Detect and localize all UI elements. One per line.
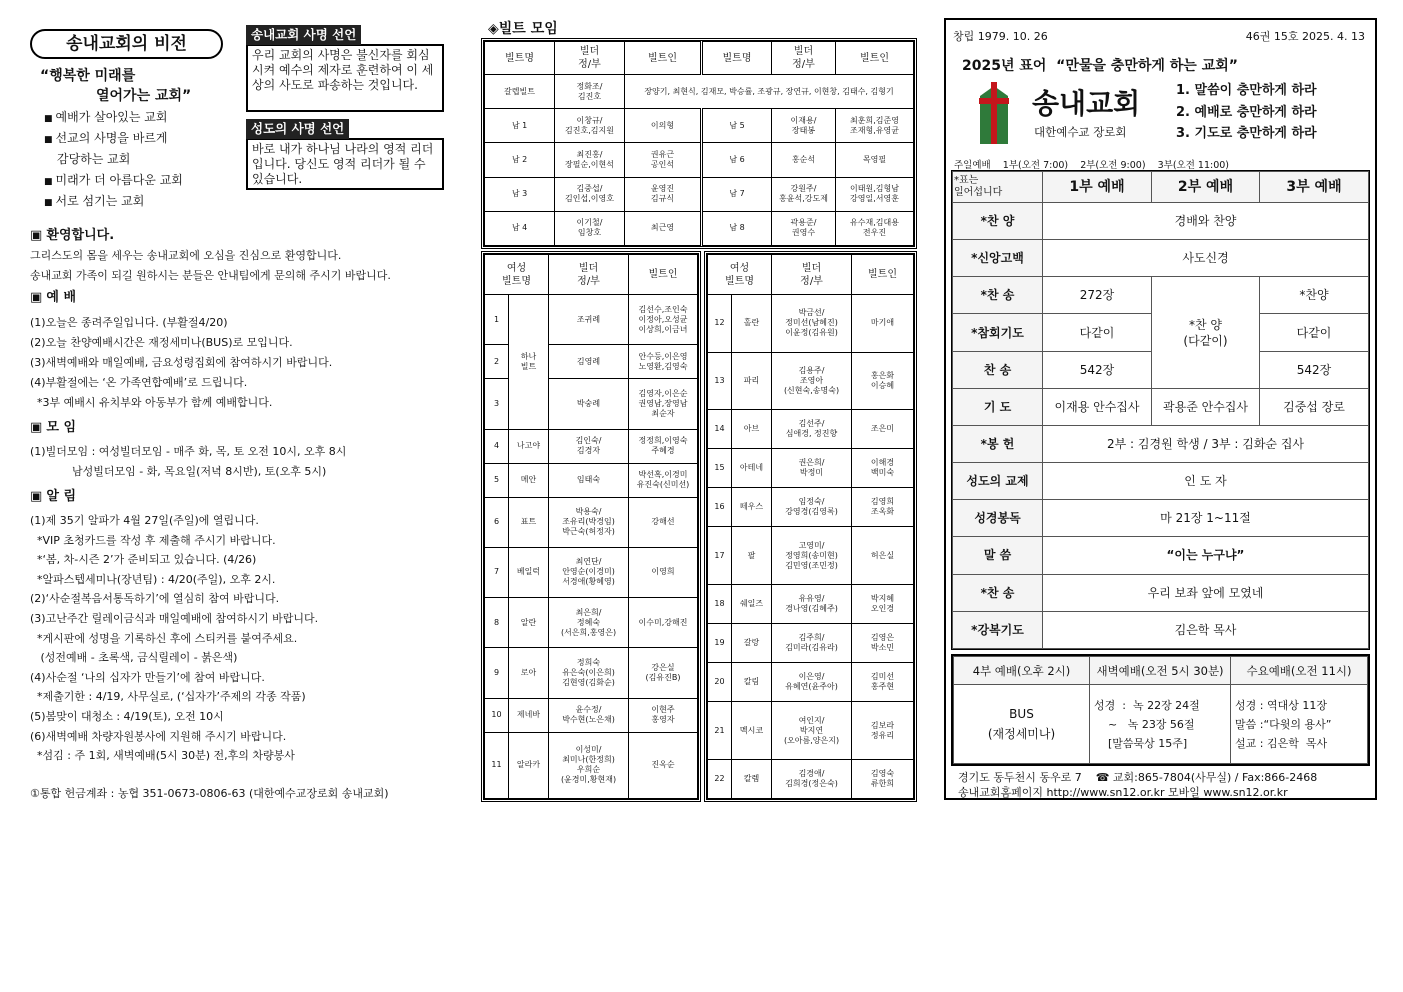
cell: 이재용 안수집사	[1043, 388, 1152, 425]
col-header: 빌트인	[629, 255, 698, 295]
vision-motto	[40, 66, 191, 106]
table-row	[953, 463, 1369, 500]
table-row	[708, 663, 914, 702]
welcome-heading: ▣ 환영합니다.	[30, 226, 460, 246]
cell: 우리 보좌 앞에 모였네	[1043, 574, 1369, 611]
cell: 남 6	[702, 143, 772, 177]
cell: 김인숙/ 김경자	[549, 429, 629, 463]
cell: 경배와 찬양	[1043, 203, 1369, 240]
cell: 홀란	[732, 295, 772, 353]
saint-title: 성도의 사명 선언	[246, 119, 349, 139]
notice-line: (성전예배 - 초록색, 금식릴레이 - 붉은색)	[30, 651, 238, 665]
cell: 아테네	[732, 449, 772, 488]
cell: 542장	[1043, 351, 1152, 388]
cell: 여인지/ 박지연 (오아름,양은지)	[772, 702, 852, 760]
notice-heading: ▣ 알 림	[30, 487, 460, 507]
row-label: *봉 헌	[953, 425, 1043, 462]
cell: 성경 : 역대상 11장 말씀 :“다윗의 용사” 설교 : 김은학 목사	[1231, 685, 1368, 764]
cell: 7	[485, 547, 509, 597]
mission-text: 우리 교회의 사명은 불신자를 회심시켜 예수의 제자로 훈련하여 이 세상의 사도로 파송하는 것입니다.	[246, 45, 444, 112]
cell: 김주희/ 김미라(김유라)	[772, 624, 852, 663]
cell: 김은학 목사	[1043, 611, 1369, 648]
church-name: 송내교회	[1032, 87, 1141, 120]
cell: 이현주 홍영자	[629, 698, 698, 732]
cell: 박지혜 오인경	[852, 585, 914, 624]
table-row	[953, 240, 1369, 277]
cell: 최진홍/ 장필순,이현석	[555, 143, 625, 177]
cell: 다같이	[1260, 314, 1369, 351]
cell: 542장	[1260, 351, 1369, 388]
service-times: 주일예배 1부(오전 7:00) 2부(오전 9:00) 3부(오전 11:00)	[954, 160, 1230, 171]
col-header: 2부 예배	[1152, 172, 1260, 203]
cell: 3	[485, 379, 509, 429]
col-header: 4부 예배(오후 2시)	[954, 657, 1090, 685]
notice-line: *섬김 : 주 1회, 새벽예배(5시 30분) 전,후의 차량봉사	[30, 749, 295, 763]
cell: 남 8	[702, 211, 772, 245]
row-label: 찬 송	[953, 351, 1043, 388]
row-label: 기 도	[953, 388, 1043, 425]
table-row	[485, 295, 698, 345]
welcome-line: 송내교회 가족이 되길 원하시는 분들은 안내팀에게 문의해 주시기 바랍니다.	[30, 269, 391, 282]
row-label: 성경봉독	[953, 500, 1043, 537]
cell: 1	[485, 295, 509, 345]
table-row	[485, 429, 698, 463]
cell: 진옥순	[629, 732, 698, 798]
notice-line: (4)사순절 ‘나의 십자가 만들기’에 참여 바랍니다.	[30, 670, 265, 684]
cell: 김중섭 장로	[1260, 388, 1369, 425]
cell: 강해선	[629, 497, 698, 547]
vision-item: ■ 예배가 살아있는 교회	[44, 108, 183, 129]
worship-line: (3)새벽예배와 매일예배, 금요성령집회에 참여하시기 바랍니다.	[30, 356, 333, 369]
col-header: 빌트명	[485, 42, 555, 75]
col-header: 수요예배(오전 11시)	[1231, 657, 1368, 685]
cell: 15	[708, 449, 732, 488]
cell: 11	[485, 732, 509, 798]
col-header: 1부 예배	[1043, 172, 1152, 203]
row-label: *신앙고백	[953, 240, 1043, 277]
cell: 갈렙빌트	[485, 75, 555, 109]
cell: 4	[485, 429, 509, 463]
motto-line-2: 열어가는 교회”	[96, 88, 192, 104]
table-row	[708, 759, 914, 798]
order-of-service	[951, 170, 1370, 650]
cell: 김영례	[549, 345, 629, 379]
cell: 김용주/ 조영아 (신현숙,송명숙)	[772, 352, 852, 410]
cell: 10	[485, 698, 509, 732]
cell: *찬양	[1260, 277, 1369, 314]
cell: 272장	[1043, 277, 1152, 314]
cell: 이재용/ 장태봉	[772, 109, 836, 143]
col-header: 3부 예배	[1260, 172, 1369, 203]
cell: 이창규/ 김진호,김지원	[555, 109, 625, 143]
cell: 8	[485, 598, 509, 648]
founded-date: 창립 1979. 10. 26	[953, 30, 1048, 43]
cell: 이영희	[629, 547, 698, 597]
stand-note: *표는 일어섭니다	[953, 172, 1043, 203]
table-row	[485, 177, 914, 211]
cell: 최은희/ 정혜숙 (서은희,홍영은)	[549, 598, 629, 648]
table-row	[708, 527, 914, 585]
cell: 인 도 자	[1043, 463, 1369, 500]
cell: 이은영/ 유혜연(윤주아)	[772, 663, 852, 702]
table-row	[954, 685, 1368, 764]
table-row	[708, 295, 914, 353]
table-row	[485, 463, 698, 497]
saint-section	[246, 119, 444, 190]
meeting-heading: ▣ 모 임	[30, 418, 460, 438]
cell: 마 21장 1~11절	[1043, 500, 1369, 537]
cell: 떼우스	[732, 488, 772, 527]
table-row	[485, 109, 914, 143]
cell: 남 5	[702, 109, 772, 143]
table-row	[953, 388, 1369, 425]
table-row	[485, 547, 698, 597]
cell: 아브	[732, 410, 772, 449]
notice-line: (5)봄맞이 대청소 : 4/19(토), 오전 10시	[30, 709, 224, 723]
cell: 메안	[509, 463, 549, 497]
col-header: 빌트인	[625, 42, 702, 75]
row-label: *찬 송	[953, 277, 1043, 314]
cell: 윤수정/ 박수현(노은채)	[549, 698, 629, 732]
table-row	[708, 702, 914, 760]
cell: 9	[485, 648, 509, 698]
notice-line: (6)새벽예배 차량자원봉사에 지원해 주시기 바랍니다.	[30, 729, 287, 743]
cell: 이태원,김형남 강영일,서영훈	[836, 177, 914, 211]
cell: 박용숙/ 조유리(박경임) 박근숙(허정자)	[549, 497, 629, 547]
row-label: *찬 송	[953, 574, 1043, 611]
cell: 정화조/ 김진호	[555, 75, 625, 109]
cell: 알라카	[509, 732, 549, 798]
notice-line: (2)‘사순절복음서통독하기’에 열심히 참여 바랍니다.	[30, 592, 280, 606]
welcome-section	[30, 226, 460, 286]
cell: 14	[708, 410, 732, 449]
cell: 고영미/ 정영희(송미현) 김민영(조민정)	[772, 527, 852, 585]
offering-account: ①통합 헌금계좌 : 농협 351-0673-0806-63 (대한예수교장로회 송내교회)	[30, 786, 389, 800]
cell: 강원주/ 홍윤석,강도제	[772, 177, 836, 211]
cell: 김영희 조옥화	[852, 488, 914, 527]
cell: 목영필	[836, 143, 914, 177]
goal-item: 1. 말씀이 충만하게 하라	[1176, 83, 1317, 98]
cell: 마기애	[852, 295, 914, 353]
notice-line: *‘봄, 차-시즌 2’가 준비되고 있습니다. (4/26)	[30, 553, 257, 567]
notice-line: *제출기한 : 4/19, 사무실로, (‘십자가’주제의 각종 작품)	[30, 690, 306, 704]
cell: 김보라 정유리	[852, 702, 914, 760]
cell: 최연단/ 안영순(이경미) 서경애(황혜영)	[549, 547, 629, 597]
cell: 이성미/ 최미나(한정희) 우희순 (윤경미,황현재)	[549, 732, 629, 798]
col-header: 여성 빌트명	[485, 255, 549, 295]
vision-item: 감당하는 교회	[57, 152, 131, 166]
meeting-line: (1)빌더모임 : 여성빌더모임 - 매주 화, 목, 토 오전 10시, 오후 8시	[30, 445, 347, 458]
cell: 강은실 (김유진B)	[629, 648, 698, 698]
meeting-section	[30, 418, 460, 482]
cell: 2	[485, 345, 509, 379]
goal-item: 3. 기도로 충만하게 하라	[1176, 126, 1317, 141]
issue-date: 46권 15호 2025. 4. 13	[1245, 30, 1365, 43]
notice-line: (3)고난주간 릴레이금식과 매일예배에 참여하시기 바랍니다.	[30, 611, 319, 625]
build-men-table	[481, 38, 917, 249]
cell: 정희숙 유은숙(이은희) 김현영(김화순)	[549, 648, 629, 698]
cell: 칼렘	[732, 759, 772, 798]
table-row	[708, 488, 914, 527]
vision-item: ■ 서로 섬기는 교회	[44, 192, 183, 213]
cross-logo-icon	[974, 78, 1014, 148]
cell: 19	[708, 624, 732, 663]
motto-line-1: “행복한 미래를	[40, 68, 136, 84]
table-row	[953, 425, 1369, 462]
cell: 임태숙	[549, 463, 629, 497]
cell: 김영자,이은순 권영남,장영남 최순자	[629, 379, 698, 429]
cell: 김영숙 류한희	[852, 759, 914, 798]
table-row	[485, 143, 914, 177]
col-header: 빌더 정/부	[549, 255, 629, 295]
cell: 이의형	[625, 109, 702, 143]
welcome-line: 그리스도의 몸을 세우는 송내교회에 오심을 진심으로 환영합니다.	[30, 249, 342, 262]
cell: 권은희/ 박정미	[772, 449, 852, 488]
meeting-line: 남성빌더모임 - 화, 목요일(저녁 8시반), 토(오후 5시)	[30, 465, 327, 478]
cell: 홍순석	[772, 143, 836, 177]
build-women-table-left	[481, 251, 701, 802]
cell: 알란	[509, 598, 549, 648]
cell: 박숭례	[549, 379, 629, 429]
cell: 성경 : 녹 22장 24절 ~ 녹 23장 56절 [말씀묵상 15주]	[1090, 685, 1231, 764]
vision-title: 송내교회의 비전	[30, 29, 223, 59]
table-row	[708, 410, 914, 449]
notice-line: *VIP 초청카드를 작성 후 제출해 주시기 바랍니다.	[30, 533, 276, 547]
col-header: 빌더 정/부	[772, 42, 836, 75]
col-header: 빌더 정/부	[555, 42, 625, 75]
vision-item: ■ 선교의 사명을 바르게	[44, 129, 183, 150]
cell: 로아	[509, 648, 549, 698]
cell: 조귀례	[549, 295, 629, 345]
church-address: 경기도 동두천시 동우로 7 ☎ 교회:865-7804(사무실) / Fax:866-2468	[958, 771, 1318, 784]
table-row	[708, 352, 914, 410]
cell: 조은미	[852, 410, 914, 449]
row-label: *강복기도	[953, 611, 1043, 648]
col-header: 빌트인	[852, 255, 914, 295]
table-row	[485, 648, 698, 698]
cell: 유유영/ 경나영(김혜주)	[772, 585, 852, 624]
other-services	[951, 654, 1370, 766]
cell: 쉐일즈	[732, 585, 772, 624]
cell: 안수등,이은영 노영환,김영숙	[629, 345, 698, 379]
table-row	[485, 497, 698, 547]
saint-text: 바로 내가 하나님 나라의 영적 리더입니다. 당신도 영적 리더가 될 수 있습니다.	[246, 139, 444, 190]
cell: 표트	[509, 497, 549, 547]
vision-item: ■ 미래가 더 아름다운 교회	[44, 171, 183, 192]
table-row	[708, 585, 914, 624]
mission-title: 송내교회 사명 선언	[246, 25, 361, 45]
row-label: 성도의 교제	[953, 463, 1043, 500]
cell: 사도신경	[1043, 240, 1369, 277]
cell: 곽용준/ 권영수	[772, 211, 836, 245]
cell: *찬 양 (다같이)	[1152, 277, 1260, 388]
cell: 하나 빌트	[509, 295, 549, 430]
cell: 남 4	[485, 211, 555, 245]
cell: 박선혹,이경미 유진숙(신미선)	[629, 463, 698, 497]
cell: 남 2	[485, 143, 555, 177]
worship-line: (1)오늘은 종려주일입니다. (부활절4/20)	[30, 316, 228, 329]
table-row	[953, 537, 1369, 574]
cell: 칼림	[732, 663, 772, 702]
worship-line: (2)오늘 찬양예배시간은 재정세미나(BUS)로 모입니다.	[30, 336, 293, 349]
cell: 다같이	[1043, 314, 1152, 351]
table-row	[485, 211, 914, 245]
cell: 멕시코	[732, 702, 772, 760]
cell: 6	[485, 497, 509, 547]
build-title: ◈빌트 모임	[488, 21, 558, 37]
table-row	[953, 277, 1369, 314]
col-header: 빌더 정/부	[772, 255, 852, 295]
cell: 13	[708, 352, 732, 410]
row-label: 말 씀	[953, 537, 1043, 574]
build-women-table-right	[704, 251, 917, 802]
cell: 베일럭	[509, 547, 549, 597]
bulletin-panel	[944, 18, 1377, 800]
cell: 장양기, 최현식, 김재모, 박승률, 조광규, 장연규, 이현창, 김태수, 김형기	[625, 75, 914, 109]
worship-line: (4)부활절에는 ‘온 가족연합예배’로 드립니다.	[30, 376, 248, 389]
cell: 갈랑	[732, 624, 772, 663]
col-header: 새벽예배(오전 5시 30분)	[1090, 657, 1231, 685]
worship-heading: ▣ 예 배	[30, 288, 460, 308]
notice-line: *게시판에 성명을 기록하신 후에 스티커를 붙여주세요.	[30, 631, 298, 645]
mission-section	[246, 25, 444, 112]
col-header: 빌트인	[836, 42, 914, 75]
cell: “이는 누구냐”	[1043, 537, 1369, 574]
cell: 17	[708, 527, 732, 585]
cell: 김선수,조인숙 이정아,오성균 이상희,이금녀	[629, 295, 698, 345]
cell: 김영은 박소민	[852, 624, 914, 663]
cell: 임정숙/ 강영경(김영록)	[772, 488, 852, 527]
cell: 김선주/ 심애경, 정진향	[772, 410, 852, 449]
table-row	[953, 611, 1369, 648]
table-row	[953, 574, 1369, 611]
table-row	[953, 203, 1369, 240]
cell: 최훈희,김준영 조재형,유영균	[836, 109, 914, 143]
cell: 남 7	[702, 177, 772, 211]
cell: 김중섭/ 김인섭,이영호	[555, 177, 625, 211]
table-row	[708, 624, 914, 663]
notice-section	[30, 487, 460, 803]
cell: 18	[708, 585, 732, 624]
year-motto: 2025년 표어 “만물을 충만하게 하는 교회”	[962, 58, 1238, 74]
cell: 유수재,김대용 전우진	[836, 211, 914, 245]
col-header: 빌트명	[702, 42, 772, 75]
worship-line: *3부 예배시 유치부와 아동부가 함께 예배합니다.	[30, 396, 273, 409]
notice-line: *알파스텝세미나(장년팀) : 4/20(주일), 오후 2시.	[30, 572, 276, 586]
cell: 나고야	[509, 429, 549, 463]
vision-list	[44, 108, 183, 213]
cell: 파리	[732, 352, 772, 410]
cell: 김경애/ 김희경(정은숙)	[772, 759, 852, 798]
cell: 최근영	[625, 211, 702, 245]
cell: 곽용준 안수집사	[1152, 388, 1260, 425]
cell: 홍은화 이승혜	[852, 352, 914, 410]
worship-section	[30, 288, 460, 413]
table-row	[485, 598, 698, 648]
cell: 박금선/ 정미선(남혜진) 이윤정(김유원)	[772, 295, 852, 353]
cell: 20	[708, 663, 732, 702]
church-goals	[1176, 80, 1317, 145]
homepage-link[interactable]: 송내교회홈페이지 http://www.sn12.or.kr 모바일 www.sn12.or.kr	[958, 786, 1288, 799]
table-row	[485, 698, 698, 732]
cell: 이기철/ 임창호	[555, 211, 625, 245]
cell: 5	[485, 463, 509, 497]
cell: 제네바	[509, 698, 549, 732]
row-label: *찬 양	[953, 203, 1043, 240]
cell: 윤영진 김규식	[625, 177, 702, 211]
goal-item: 2. 예배로 충만하게 하라	[1176, 104, 1317, 120]
row-label: *참회기도	[953, 314, 1043, 351]
cell: 정정희,이영숙 주혜경	[629, 429, 698, 463]
table-row	[485, 75, 914, 109]
denomination: 대한예수교 장로회	[1034, 125, 1127, 139]
col-header: 여성 빌트명	[708, 255, 772, 295]
table-row	[708, 449, 914, 488]
cell: 권유근 공인석	[625, 143, 702, 177]
cell: 허은실	[852, 527, 914, 585]
cell: BUS (재정세미나)	[954, 685, 1090, 764]
cell: 12	[708, 295, 732, 353]
cell: 남 3	[485, 177, 555, 211]
table-row	[953, 500, 1369, 537]
table-row	[485, 732, 698, 798]
cell: 21	[708, 702, 732, 760]
cell: 김미선 홍주현	[852, 663, 914, 702]
cell: 이수미,강해진	[629, 598, 698, 648]
cell: 남 1	[485, 109, 555, 143]
notice-line: (1)제 35기 알파가 4월 27일(주일)에 열립니다.	[30, 514, 259, 527]
cell: 2부 : 김경원 학생 / 3부 : 김화순 집사	[1043, 425, 1369, 462]
cell: 22	[708, 759, 732, 798]
cell: 팔	[732, 527, 772, 585]
cell: 16	[708, 488, 732, 527]
cell: 이해경 백미숙	[852, 449, 914, 488]
